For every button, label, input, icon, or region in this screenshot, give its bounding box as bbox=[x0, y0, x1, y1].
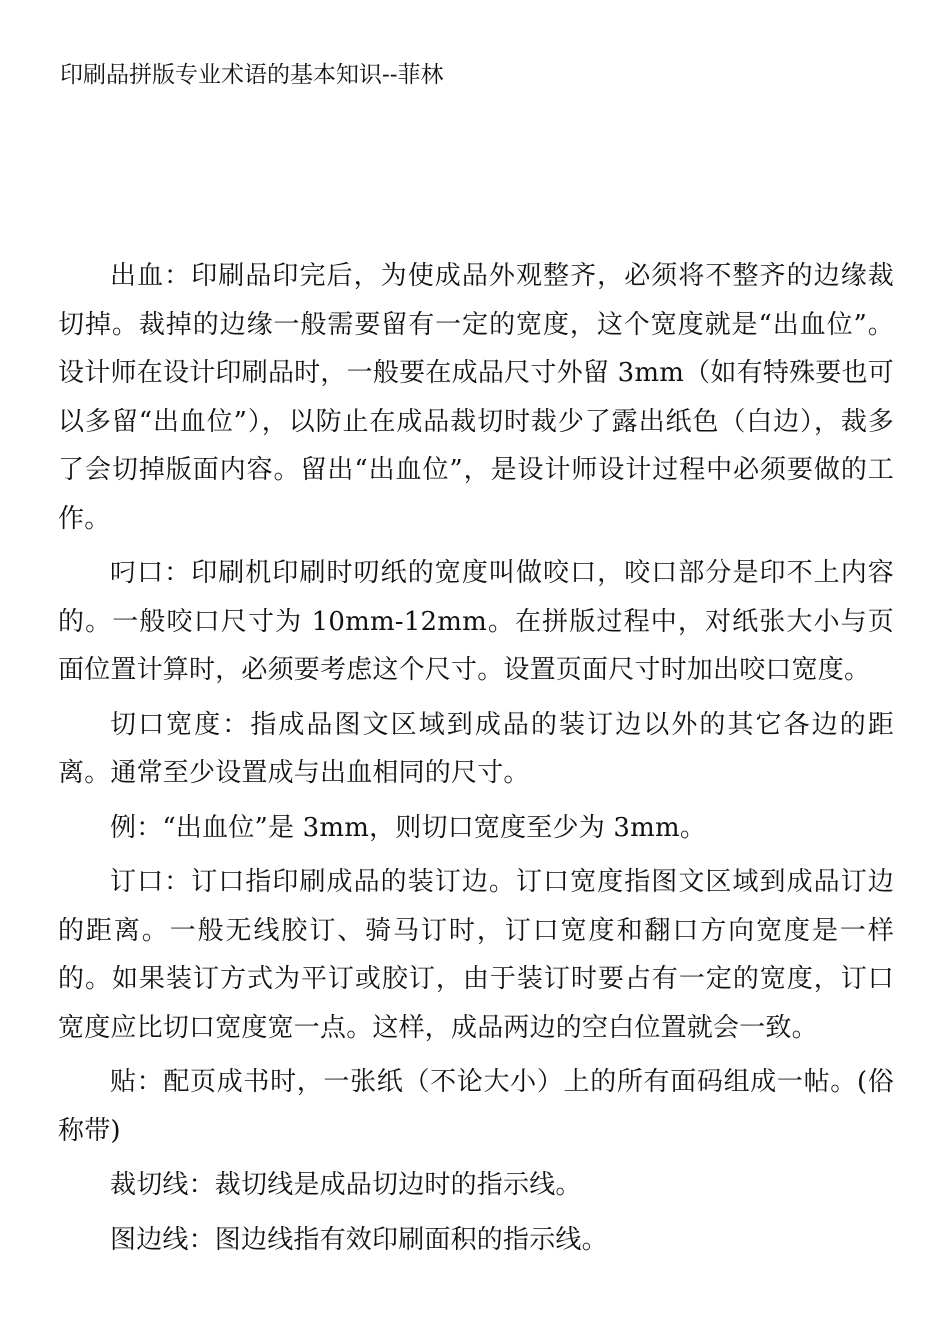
paragraph-image-border-line: 图边线：图边线指有效印刷面积的指示线。 bbox=[110, 1224, 608, 1255]
paragraph-bleed: 出血：印刷品印完后，为使成品外观整齐，必须将不整齐的边缘裁切掉。裁掉的边缘一般需要留有一定的宽度，这个宽度就是“出血位”。设计师在设计印刷品时，一般要在成品尺寸外留 3mm（如有特殊要也可以多留“出血位”），以防止在成品裁切时裁少了露出纸色（白边），裁多了会切掉版面内容。留出“出血位”，是设计师设计过程中必须要做的工作。 bbox=[58, 261, 894, 534]
paragraph-trim-margin: 切口宽度：指成品图文区域到成品的装订边以外的其它各边的距离。通常至少设置成与出血相同的尺寸。 bbox=[58, 709, 894, 788]
paragraph-binding-edge: 订口：订口指印刷成品的装订边。订口宽度指图文区域到成品订边的距离。一般无线胶订、骑马订时，订口宽度和翻口方向宽度是一样的。如果装订方式为平订或胶订，由于装订时要占有一定的宽度，订口宽度应比切口宽度宽一点。这样，成品两边的空白位置就会一致。 bbox=[58, 867, 894, 1043]
document-body bbox=[58, 252, 894, 1270]
paragraph-signature: 贴：配页成书时，一张纸（不论大小）上的所有面码组成一帖。(俗称带) bbox=[58, 1067, 894, 1146]
paragraph-example: 例：“出血位”是 3mm，则切口宽度至少为 3mm。 bbox=[110, 812, 707, 843]
paragraph-cut-line: 裁切线：裁切线是成品切边时的指示线。 bbox=[110, 1170, 582, 1200]
document-title: 印刷品拼版专业术语的基本知识--菲林 bbox=[60, 62, 444, 88]
paragraph-gripper: 叼口：印刷机印刷时叨纸的宽度叫做咬口，咬口部分是印不上内容的。一般咬口尺寸为 10mm-12mm。在拼版过程中，对纸张大小与页面位置计算时，必须要考虑这个尺寸。设置页面尺寸时加出咬口宽度。 bbox=[58, 558, 894, 685]
